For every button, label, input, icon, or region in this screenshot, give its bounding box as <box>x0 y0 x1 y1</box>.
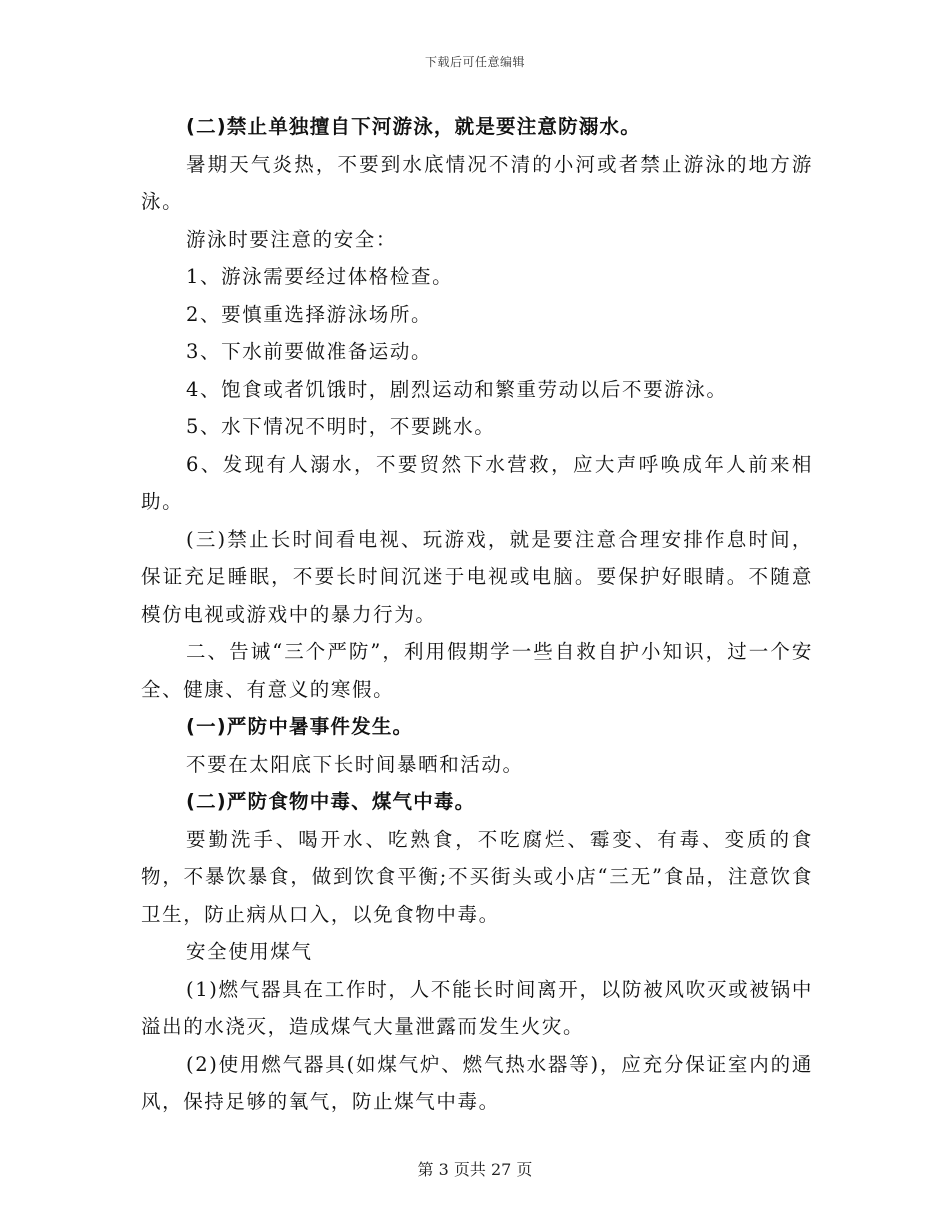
paragraph-heatstroke-advice: 不要在太阳底下长时间暴晒和活动。 <box>186 752 524 776</box>
paragraph-swimming-safety-intro: 游泳时要注意的安全： <box>186 227 398 251</box>
page-header-note: 下载后可任意编辑 <box>424 55 525 69</box>
paragraph-summer-swimming: 暑期天气炎热，不要到水底情况不清的小河或者禁止游泳的地方游泳。 <box>141 152 813 213</box>
list-item-swim-1: 1、游泳需要经过体格检查。 <box>186 265 454 288</box>
list-item-gas-2: (2)使用燃气器具(如煤气炉、燃气热水器等)，应充分保证室内的通风，保持足够的氧气，防止煤气中毒。 <box>141 1052 813 1113</box>
heading-no-swimming-alone: (二)禁止单独擅自下河游泳，就是要注意防溺水。 <box>186 115 641 138</box>
page-number: 第 3 页共 27 页 <box>417 1160 533 1179</box>
section-heading-three-precautions: 二、告诫“三个严防”，利用假期学一些自救自护小知识，过一个安全、健康、有意义的寒假。 <box>141 640 813 701</box>
paragraph-no-long-tv-games: (三)禁止长时间看电视、玩游戏，就是要注意合理安排作息时间，保证充足睡眠，不要长时间沉迷于电视或电脑。要保护好眼睛。不随意模仿电视或游戏中的暴力行为。 <box>141 527 813 626</box>
heading-prevent-poisoning: (二)严防食物中毒、煤气中毒。 <box>186 790 476 813</box>
list-item-swim-5: 5、水下情况不明时，不要跳水。 <box>186 415 496 438</box>
paragraph-food-safety: 要勤洗手、喝开水、吃熟食，不吃腐烂、霉变、有毒、变质的食物，不暴饮暴食，做到饮食平衡;不买街头或小店“三无”食品，注意饮食卫生，防止病从口入，以免食物中毒。 <box>141 827 813 926</box>
list-item-gas-1: (1)燃气器具在工作时，人不能长时间离开，以防被风吹灭或被锅中溢出的水浇灭，造成煤气大量泄露而发生火灾。 <box>141 977 813 1038</box>
document-body <box>141 108 813 1121</box>
list-item-swim-4: 4、饱食或者饥饿时，剧烈运动和繁重劳动以后不要游泳。 <box>186 377 728 401</box>
list-item-swim-6: 6、发现有人溺水，不要贸然下水营救，应大声呼唤成年人前来相助。 <box>141 452 813 513</box>
paragraph-gas-safety-title: 安全使用煤气 <box>186 940 313 963</box>
heading-prevent-heatstroke: (一)严防中暑事件发生。 <box>186 715 414 738</box>
list-item-swim-2: 2、要慎重选择游泳场所。 <box>186 302 433 326</box>
list-item-swim-3: 3、下水前要做准备运动。 <box>186 340 433 363</box>
